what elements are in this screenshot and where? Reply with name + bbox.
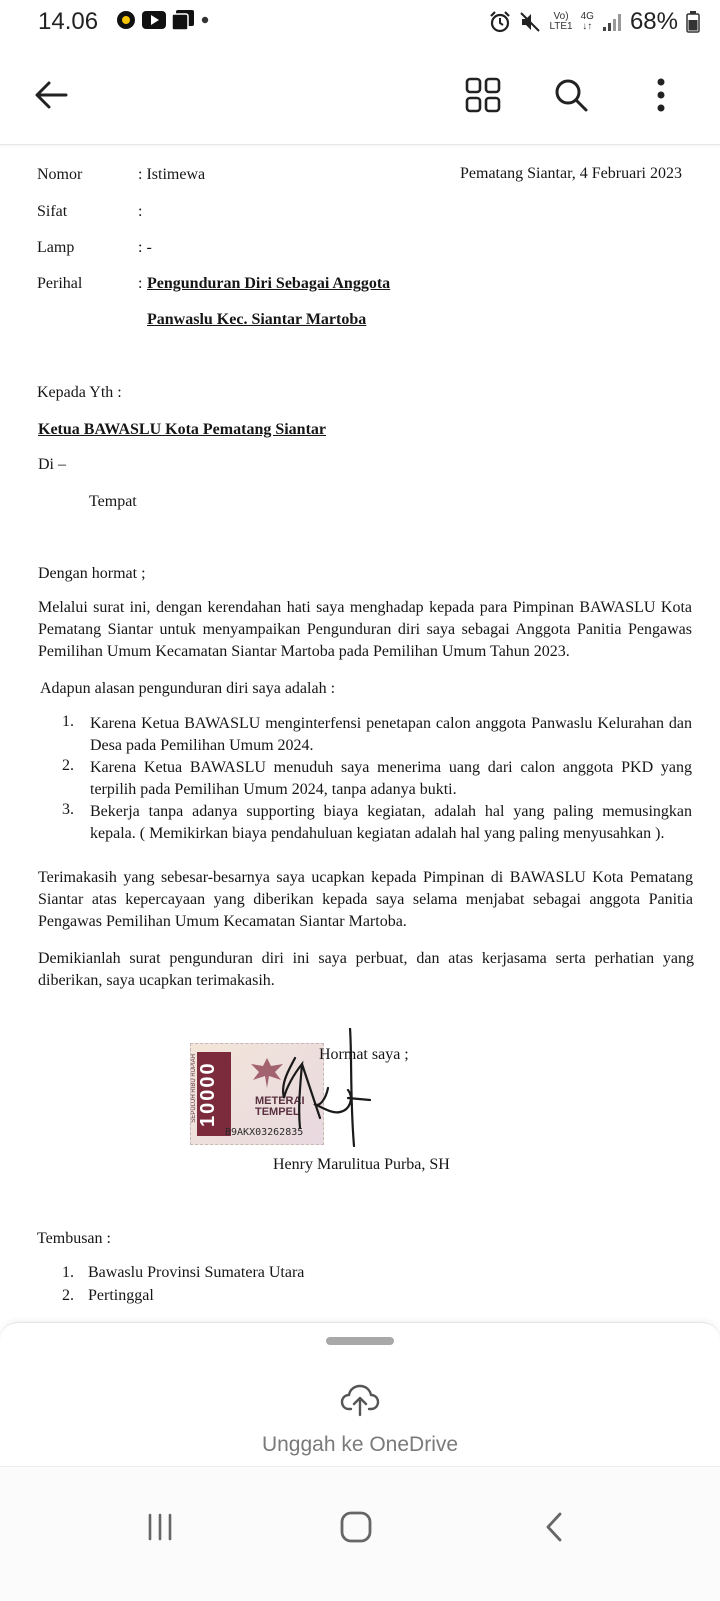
home-button[interactable] xyxy=(326,1497,386,1557)
youtube-icon xyxy=(142,11,166,29)
perihal-colon: : xyxy=(138,275,143,292)
battery-icon xyxy=(686,11,700,33)
back-chevron-icon xyxy=(542,1511,566,1543)
paragraph-intro: Melalui surat ini, dengan kerendahan hati saya menghadap kepada para Pimpinan BAWASLU Kota Pematang Siantar untuk menyampaikan Pengunduran diri saya sebagai Anggota Panitia Pengawas Pemilihan Umum Kecamatan Siantar Martoba pada Pemilihan Umum Tahun 2023. xyxy=(38,599,692,660)
search-icon xyxy=(553,77,589,113)
sheet-drag-handle[interactable] xyxy=(326,1337,394,1345)
recent-apps-icon xyxy=(146,1513,174,1541)
arrow-left-icon xyxy=(34,80,68,110)
recipient: Ketua BAWASLU Kota Pematang Siantar xyxy=(38,421,327,438)
list-item: 2. Pertinggal xyxy=(62,1287,154,1304)
tembusan-list xyxy=(62,1264,462,1310)
upload-onedrive-button[interactable] xyxy=(230,1373,490,1463)
closing-salutation: Hormat saya ; xyxy=(319,1046,409,1063)
perihal-label: Perihal xyxy=(37,275,83,292)
status-right xyxy=(489,8,700,36)
status-bar xyxy=(0,0,720,44)
reasons-intro: Adapun alasan pengunduran diri saya adalah : xyxy=(40,680,336,697)
sifat-label: Sifat xyxy=(37,203,68,220)
notification-app-icon xyxy=(116,10,136,30)
reasons-list xyxy=(62,713,692,845)
more-options-button[interactable] xyxy=(636,70,686,120)
sifat-value: : xyxy=(138,203,143,220)
greeting: Dengan hormat ; xyxy=(38,565,146,582)
home-icon xyxy=(339,1510,373,1544)
nav-back-button[interactable] xyxy=(524,1497,584,1557)
mute-icon xyxy=(519,11,541,33)
nomor-label: Nomor xyxy=(37,166,83,183)
list-item: 2. Karena Ketua BAWASLU menuduh saya menerima uang dari calon anggota PKD yang terpilih pada Pemilihan Umum 2024, tanpa adanya bukti. xyxy=(62,757,692,798)
nomor-value: : Istimewa xyxy=(138,166,206,183)
signal-icon xyxy=(602,12,622,32)
di-label: Di – xyxy=(38,456,66,473)
app-toolbar xyxy=(0,44,720,145)
perihal-subject-line2: Panwaslu Kec. Siantar Martoba xyxy=(147,311,367,328)
document-page xyxy=(0,148,720,1328)
paragraph-closing: Demikianlah surat pengunduran diri ini saya perbuat, dan atas kerjasama serta perhatian yang diberikan, saya ucapkan terimakasih. xyxy=(38,950,694,989)
data-type-indicator: 4G ↓↑ xyxy=(580,11,594,32)
bottom-sheet xyxy=(0,1322,720,1467)
more-vertical-icon xyxy=(656,78,666,112)
status-time: 14.06 xyxy=(38,8,99,35)
list-item: 1. Bawaslu Provinsi Sumatera Utara xyxy=(62,1264,305,1281)
lamp-value: : - xyxy=(138,239,152,256)
signatory-name: Henry Marulitua Purba, SH xyxy=(273,1156,450,1173)
list-item: 3. Bekerja tanpa adanya supporting biaya kegiatan, adalah hal yang paling memusingkan kepala. ( Memikirkan biaya pendahuluan kegiatan adalah hal yang paling menyusahkan ). xyxy=(62,801,692,842)
alarm-icon xyxy=(489,11,511,33)
cloud-upload-icon xyxy=(340,1383,380,1417)
search-button[interactable] xyxy=(546,70,596,120)
tembusan-label: Tembusan : xyxy=(37,1230,111,1247)
grid-view-button[interactable] xyxy=(458,70,508,120)
perihal-subject-line1: Pengunduran Diri Sebagai Anggota xyxy=(147,275,391,292)
volte-indicator: Vo) LTE1 xyxy=(549,11,573,32)
system-nav-bar xyxy=(0,1466,720,1601)
letter-date: Pematang Siantar, 4 Februari 2023 xyxy=(460,165,682,182)
upload-onedrive-label: Unggah ke OneDrive xyxy=(261,1433,459,1456)
lamp-label: Lamp xyxy=(37,239,75,256)
duty-stamp: SEPULUH RIBU RUPIAH 10000 METERAI TEMPEL B9AKX03262835 xyxy=(190,1043,324,1145)
battery-percent: 68% xyxy=(629,8,678,35)
list-item: 1. Karena Ketua BAWASLU menginterfensi penetapan calon anggota Panwaslu Kelurahan dan Desa pada Pemilihan Umum 2024. xyxy=(62,713,692,754)
more-notifications-dot-icon xyxy=(200,10,210,30)
notification-icons xyxy=(116,10,210,30)
paragraph-thanks: Terimakasih yang sebesar-besarnya saya ucapkan kepada Pimpinan di BAWASLU Kota Pematang Siantar atas kepercayaan yang diberikan kepada saya selama menjabat sebagai anggota Panitia Pengawas Pemilihan Umum Kecamatan Siantar Martoba. xyxy=(38,869,693,930)
recent-apps-button[interactable] xyxy=(130,1497,190,1557)
handwritten-signature xyxy=(250,1028,390,1148)
gallery-icon xyxy=(172,10,194,30)
kepada-label: Kepada Yth : xyxy=(37,384,122,401)
grid-view-icon xyxy=(465,77,501,113)
back-button[interactable] xyxy=(26,70,76,120)
tempat-label: Tempat xyxy=(89,493,137,510)
